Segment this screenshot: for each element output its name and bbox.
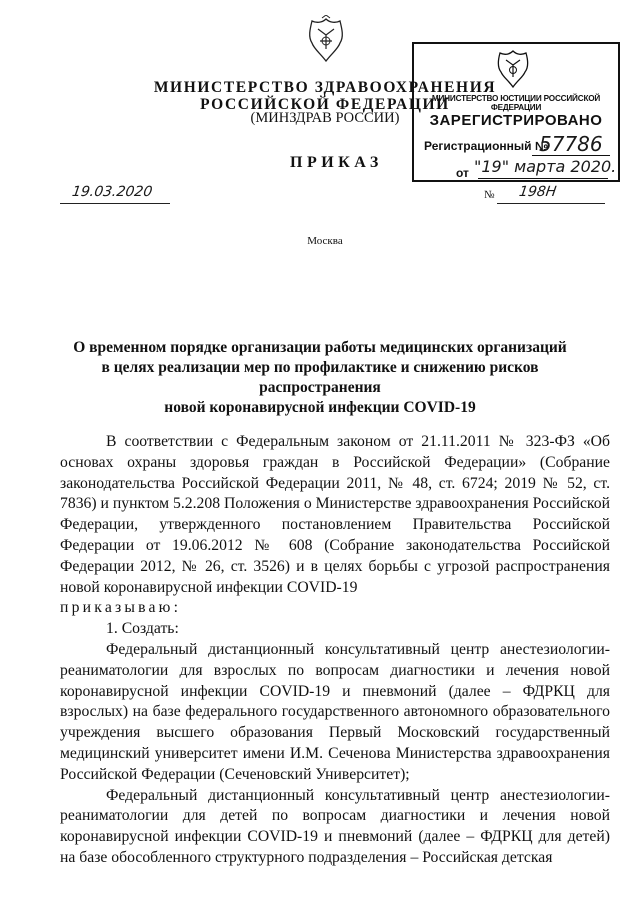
paragraph-legal-basis: В соответствии с Федеральным законом от 21.11.2011 № 323-ФЗ «Об основах охраны здоровья граждан в Российской Федерации» (Собрание законодательства Российской Федерации 2011, № 48, ст. 6724; 2019 № 52, ст. 7836) и пунктом 5.2.208 Положения о Министерстве здравоохранения Российской Федерации, утвержденного постановлением Правительства Российской Федерации от 19.06.2012 № 608 (Собрание законодательства Российской Федерации 2012, № 26, ст. 3526) и в целях борьбы с угрозой распространения новой коронавирусной инфекции COVID-19 (60, 433, 610, 596)
ministry-short-name: (МИНЗДРАВ РОССИИ) (250, 110, 400, 126)
number-sign: № (484, 189, 495, 201)
registration-stamp (412, 42, 620, 182)
coat-of-arms-icon (304, 15, 348, 67)
paragraph-item-1: 1. Создать: (106, 620, 179, 638)
order-date: 19.03.2020 (70, 184, 154, 200)
stamp-emblem-icon (494, 48, 532, 90)
paragraph-child-center: Федеральный дистанционный консультативный центр анестезиологии-реаниматологии для детей по вопросам диагностики и лечения новой коронавирусной инфекции COVID-19 и пневмоний (далее – ФДРКЦ для детей) на базе обособленного структурного подразделения – Российская детская (60, 786, 610, 866)
stamp-date-label: от (456, 166, 469, 180)
title-line-1: О временном порядке организации работы медицинских организаций (73, 339, 567, 356)
document-title (40, 338, 600, 418)
document-type: ПРИКАЗ (290, 154, 383, 171)
title-line-3: новой коронавирусной инфекции COVID-19 (164, 399, 476, 416)
title-line-2: в целях реализации мер по профилактике и снижению рисков распространения (101, 359, 539, 396)
stamp-status: ЗАРЕГИСТРИРОВАНО (429, 112, 603, 129)
ministry-name-line1: МИНИСТЕРСТВО ЗДРАВООХРАНЕНИЯ (153, 79, 497, 96)
order-number-field (497, 183, 605, 204)
ministry-name-line2: РОССИЙСКОЙ ФЕДЕРАЦИИ (200, 96, 450, 113)
paragraph-adult-center: Федеральный дистанционный консультативный центр анестезиологии-реаниматологии для взрослых по вопросам диагностики и лечения новой коронавирусной инфекции COVID-19 и пневмоний (далее – ФДРКЦ для взрослых) на базе федерального государственного автономного образовательного учреждения высшего образования Первый Московский государственный медицинский университет имени И.М. Сеченова Министерства здравоохранения Российской Федерации (Сеченовский Университет); (60, 640, 610, 783)
city: Москва (307, 235, 343, 247)
stamp-date-value: "19" марта 2020. (474, 157, 617, 176)
stamp-org: МИНИСТЕРСТВО ЮСТИЦИИ РОССИЙСКОЙ ФЕДЕРАЦИИ (431, 94, 601, 112)
stamp-number-underline (532, 155, 610, 156)
stamp-reg-label: Регистрационный № (424, 139, 549, 153)
order-verb: приказываю: (60, 599, 182, 617)
stamp-date-underline (478, 178, 608, 179)
document-body (60, 432, 610, 869)
order-number: 198Н (517, 184, 558, 200)
stamp-reg-number: 57786 (539, 132, 603, 156)
order-date-field (60, 183, 170, 204)
